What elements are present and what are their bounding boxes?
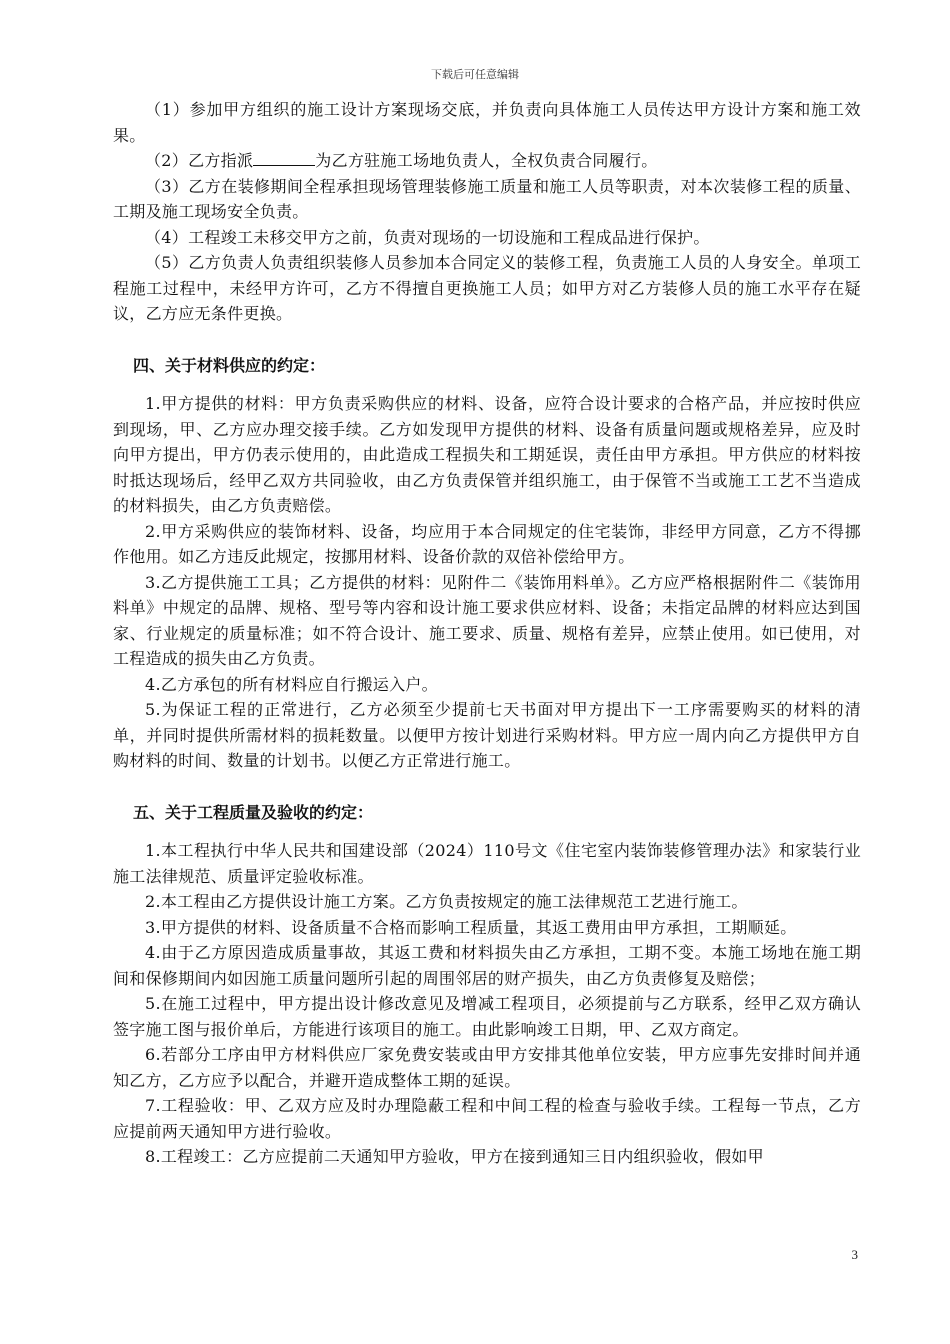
spacer xyxy=(113,774,861,800)
paragraph-5-5: 5.在施工过程中，甲方提出设计修改意见及增减工程项目，必须提前与乙方联系，经甲乙双方确认签字施工图与报价单后，方能进行该项目的施工。由此影响竣工日期，甲、乙双方商定。 xyxy=(113,994,861,1039)
paragraph-3-2-lead: （2）乙方指派 xyxy=(145,151,254,170)
paragraph-4-5: 5.为保证工程的正常进行，乙方必须至少提前七天书面对甲方提出下一工序需要购买的材料的清单，并同时提供所需材料的损耗数量。以便甲方按计划进行采购材料。甲方应一周内向乙方提供甲方自购材料的时间、数量的计划书。以便乙方正常进行施工。 xyxy=(113,700,861,770)
paragraph-4-2: 2.甲方采购供应的装饰材料、设备，均应用于本合同规定的住宅装饰，非经甲方同意，乙方不得挪作他用。如乙方违反此规定，按挪用材料、设备价款的双倍补偿给甲方。 xyxy=(113,521,861,566)
paragraph-4-3: 3.乙方提供施工工具；乙方提供的材料：见附件二《装饰用料单》。乙方应严格根据附件二《装饰用料单》中规定的品牌、规格、型号等内容和设计施工要求供应材料、设备；未指定品牌的材料应达到国家、行业规定的质量标准；如不符合设计、施工要求、质量、规格有差异，应禁止使用。如已使用，对工程造成的损失由乙方负责。 xyxy=(113,572,861,668)
document-body xyxy=(113,97,861,1170)
paragraph-3-1: （1）参加甲方组织的施工设计方案现场交底，并负责向具体施工人员传达甲方设计方案和施工效果。 xyxy=(113,100,861,145)
paragraph-4-4: 4.乙方承包的所有材料应自行搬运入户。 xyxy=(145,674,438,694)
page-number: 3 xyxy=(851,1247,858,1262)
spacer xyxy=(113,825,861,838)
paragraph-3-3: （3）乙方在装修期间全程承担现场管理装修施工质量和施工人员等职责，对本次装修工程的质量、工期及施工现场安全负责。 xyxy=(113,176,861,221)
paragraph-5-8: 8.工程竣工：乙方应提前二天通知甲方验收，甲方在接到通知三日内组织验收，假如甲 xyxy=(145,1147,764,1166)
paragraph-5-2: 2.本工程由乙方提供设计施工方案。乙方负责按规定的施工法律规范工艺进行施工。 xyxy=(145,892,748,911)
paragraph-3-2 xyxy=(113,148,861,174)
paragraph-5-4: 4.由于乙方原因造成质量事故，其返工费和材料损失由乙方承担，工期不变。本施工场地在施工期间和保修期间内如因施工质量问题所引起的周围邻居的财产损失，由乙方负责修复及赔偿； xyxy=(113,943,861,988)
paragraph-5-1: 1.本工程执行中华人民共和国建设部（2024）110号文《住宅室内装饰装修管理办法》和家装行业施工法律规范、质量评定验收标准。 xyxy=(113,841,861,886)
page-header: 下载后可任意编辑 xyxy=(431,68,519,81)
paragraph-3-5: （5）乙方负责人负责组织装修人员参加本合同定义的装修工程，负责施工人员的人身安全。单项工程施工过程中，未经甲方许可，乙方不得擅自更换施工人员；如甲方对乙方装修人员的施工水平存在疑议，乙方应无条件更换。 xyxy=(113,253,861,323)
paragraph-4-1: 1.甲方提供的材料：甲方负责采购供应的材料、设备，应符合设计要求的合格产品，并应按时供应到现场，甲、乙方应办理交接手续。乙方如发现甲方提供的材料、设备有质量问题或规格差异，应及时向甲方提出，甲方仍表示使用的，由此造成工程损失和工期延误，责任由甲方承担。甲方供应的材料按时抵达现场后，经甲乙双方共同验收，由乙方负责保管并组织施工，由于保管不当或施工工艺不当造成的材料损失，由乙方负责赔偿。 xyxy=(113,394,861,515)
paragraph-5-6: 6.若部分工序由甲方材料供应厂家免费安装或由甲方安排其他单位安装，甲方应事先安排时间并通知乙方，乙方应予以配合，并避开造成整体工期的延误。 xyxy=(113,1045,861,1090)
paragraph-5-3: 3.甲方提供的材料、设备质量不合格而影响工程质量，其返工费用由甲方承担，工期顺延。 xyxy=(145,917,797,937)
paragraph-5-7: 7.工程验收：甲、乙双方应及时办理隐蔽工程和中间工程的检查与验收手续。工程每一节点，乙方应提前两天通知甲方进行验收。 xyxy=(113,1096,861,1141)
section-4-heading: 四、关于材料供应的约定： xyxy=(133,355,326,375)
spacer xyxy=(113,378,861,391)
paragraph-3-4: （4）工程竣工未移交甲方之前，负责对现场的一切设施和工程成品进行保护。 xyxy=(145,227,710,247)
blank-line xyxy=(253,151,315,166)
section-5-heading: 五、关于工程质量及验收的约定： xyxy=(133,802,374,822)
spacer xyxy=(113,327,861,353)
paragraph-3-2-tail: 为乙方驻施工场地负责人，全权负责合同履行。 xyxy=(315,151,658,170)
